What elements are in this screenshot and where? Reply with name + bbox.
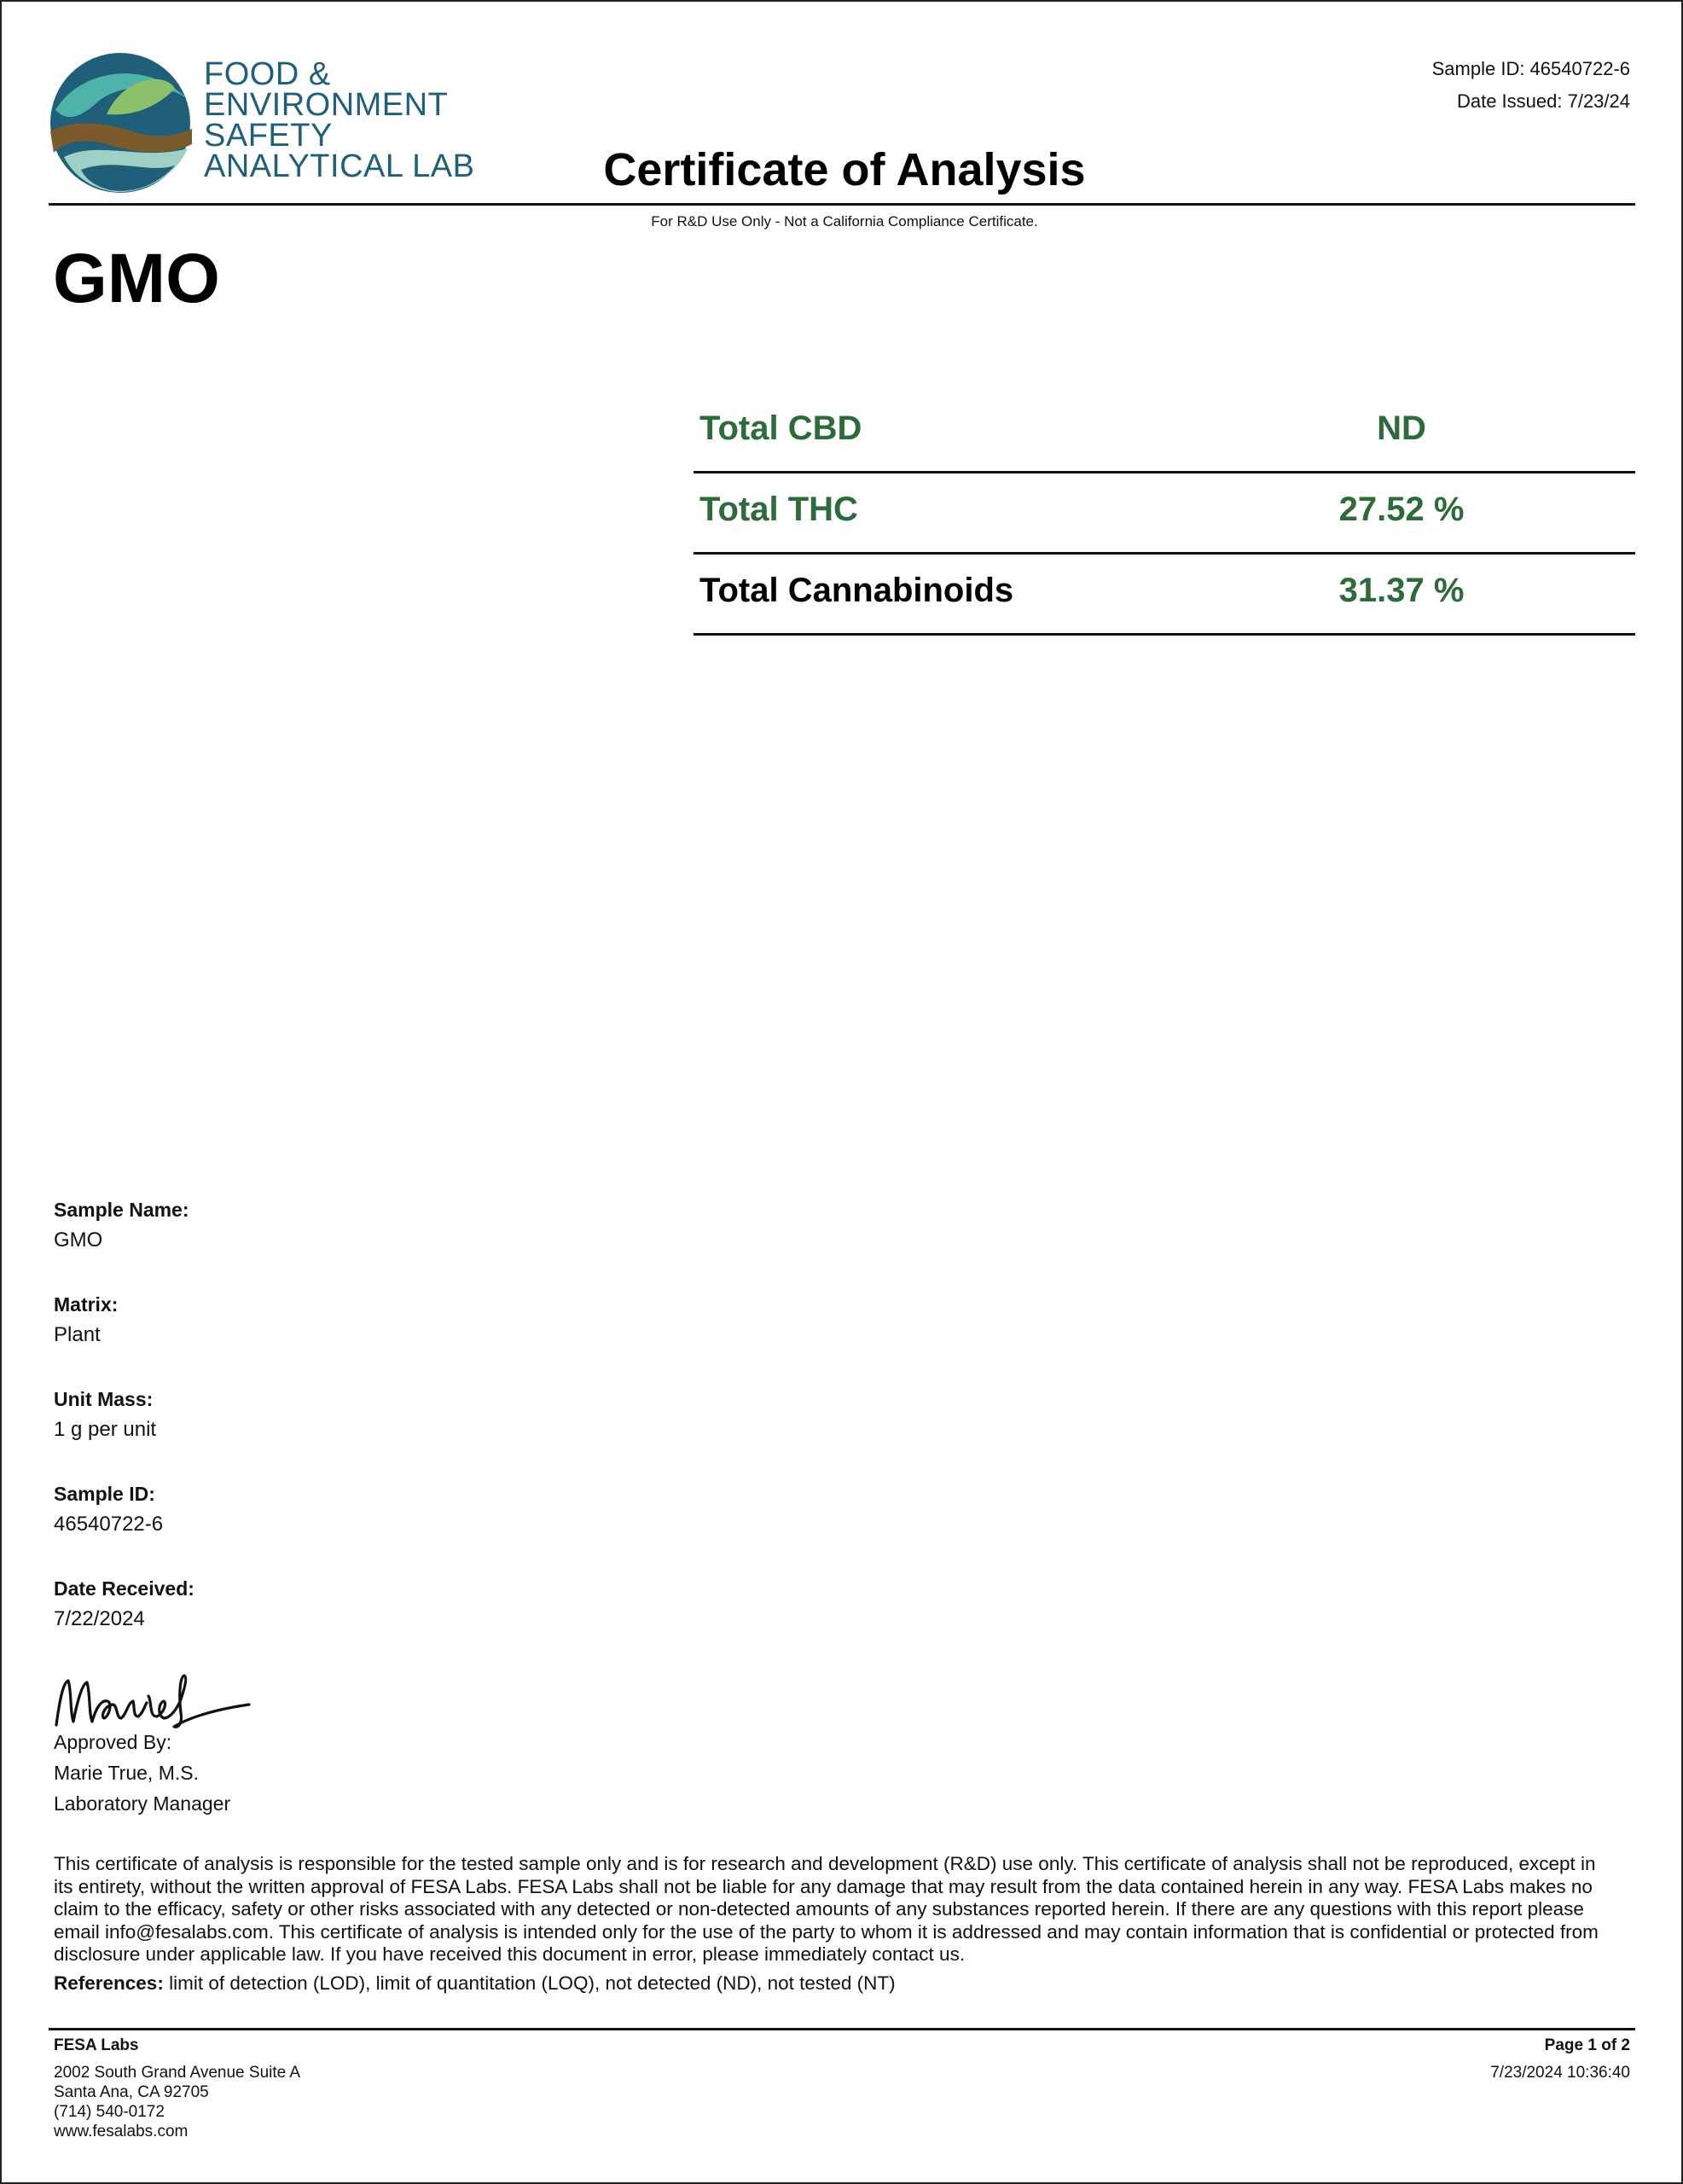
field-label: Date Received: <box>54 1577 194 1600</box>
result-row-total-cbd <box>694 392 1635 473</box>
footer-company: FESA Labs <box>54 2036 139 2054</box>
field-matrix <box>54 1289 194 1384</box>
logo-line: ENVIRONMENT <box>204 87 449 123</box>
field-label: Matrix: <box>54 1293 119 1316</box>
page-number: Page 1 of 2 <box>1544 2036 1630 2054</box>
product-name: GMO <box>53 240 220 317</box>
references <box>54 1971 1615 1996</box>
signature-icon <box>51 1665 256 1735</box>
footer-website: www.fesalabs.com <box>54 2123 189 2140</box>
result-value: ND <box>1377 410 1426 447</box>
field-value: GMO <box>54 1228 103 1252</box>
logo-line: SAFETY <box>204 118 333 154</box>
approver-role: Laboratory Manager <box>54 1792 231 1815</box>
lab-logo-wordmark <box>204 56 475 184</box>
field-date-received <box>54 1573 194 1668</box>
signature <box>51 1665 256 1735</box>
footer-phone: (714) 540-0172 <box>54 2103 165 2121</box>
header-meta <box>1432 53 1630 118</box>
field-label: Unit Mass: <box>54 1388 154 1410</box>
result-label: Total CBD <box>699 410 862 447</box>
references-label: References: <box>54 1972 164 1994</box>
logo-line: ANALYTICAL LAB <box>204 148 475 184</box>
field-value: 46540722-6 <box>54 1513 164 1536</box>
header-date-issued: Date Issued: 7/23/24 <box>1456 90 1630 112</box>
results-summary <box>694 392 1635 636</box>
field-label: Sample Name: <box>54 1199 189 1221</box>
footer-address-line: 2002 South Grand Avenue Suite A <box>54 2064 301 2082</box>
header-divider <box>49 203 1635 206</box>
footer-divider <box>49 2028 1635 2030</box>
document-title: Certificate of Analysis <box>603 144 1086 195</box>
header-sample-id: Sample ID: 46540722-6 <box>1431 58 1630 79</box>
references-text: limit of detection (LOD), limit of quantitation (LOQ), not detected (ND), not tested (NT) <box>163 1972 896 1994</box>
field-unit-mass <box>54 1384 194 1478</box>
disclaimer-text: This certificate of analysis is responsible for the tested sample only and is for research and development (R&D) use only. This certificate of analysis shall not be reproduced, except in its entirety, without the written approval of FESA Labs. FESA Labs shall not be liable for any damage that may result from the data contained herein in any way. FESA Labs makes no claim to the efficacy, safety or other risks associated with any detected or non-detected amounts of any substances reported herein. If there are any questions with this report please email info@fesalabs.com. This certificate of analysis is intended only for the use of the party to whom it is addressed and may contain information that is confidential or protected from disclosure under applicable law. If you have received this document in error, please immediately contact us. <box>54 1853 1599 1965</box>
print-timestamp: 7/23/2024 10:36:40 <box>1490 2064 1630 2082</box>
result-value: 27.52 % <box>1338 491 1465 528</box>
field-value: 7/22/2024 <box>54 1607 145 1630</box>
sample-info <box>54 1194 194 1668</box>
field-value: 1 g per unit <box>54 1418 157 1441</box>
footer-page-info <box>1490 2036 1630 2082</box>
approver-name: Marie True, M.S. <box>54 1762 199 1784</box>
compliance-note: For R&D Use Only - Not a California Compliance Certificate. <box>651 213 1038 229</box>
footer-address <box>54 2036 300 2141</box>
result-label: Total Cannabinoids <box>699 572 1014 609</box>
result-row-total-thc <box>694 473 1635 555</box>
field-sample-id <box>54 1478 194 1573</box>
approval-block <box>54 1727 230 1819</box>
lab-logo <box>47 47 475 196</box>
result-row-total-cannabinoids <box>694 555 1635 636</box>
logo-line: FOOD & <box>204 56 331 92</box>
field-sample-name <box>54 1194 194 1289</box>
approved-by-label: Approved By: <box>54 1731 172 1753</box>
result-label: Total THC <box>699 491 858 528</box>
lab-logo-icon <box>47 50 194 195</box>
field-value: Plant <box>54 1323 101 1346</box>
field-label: Sample ID: <box>54 1483 155 1505</box>
footer-address-line: Santa Ana, CA 92705 <box>54 2083 209 2101</box>
result-value: 31.37 % <box>1338 572 1465 609</box>
